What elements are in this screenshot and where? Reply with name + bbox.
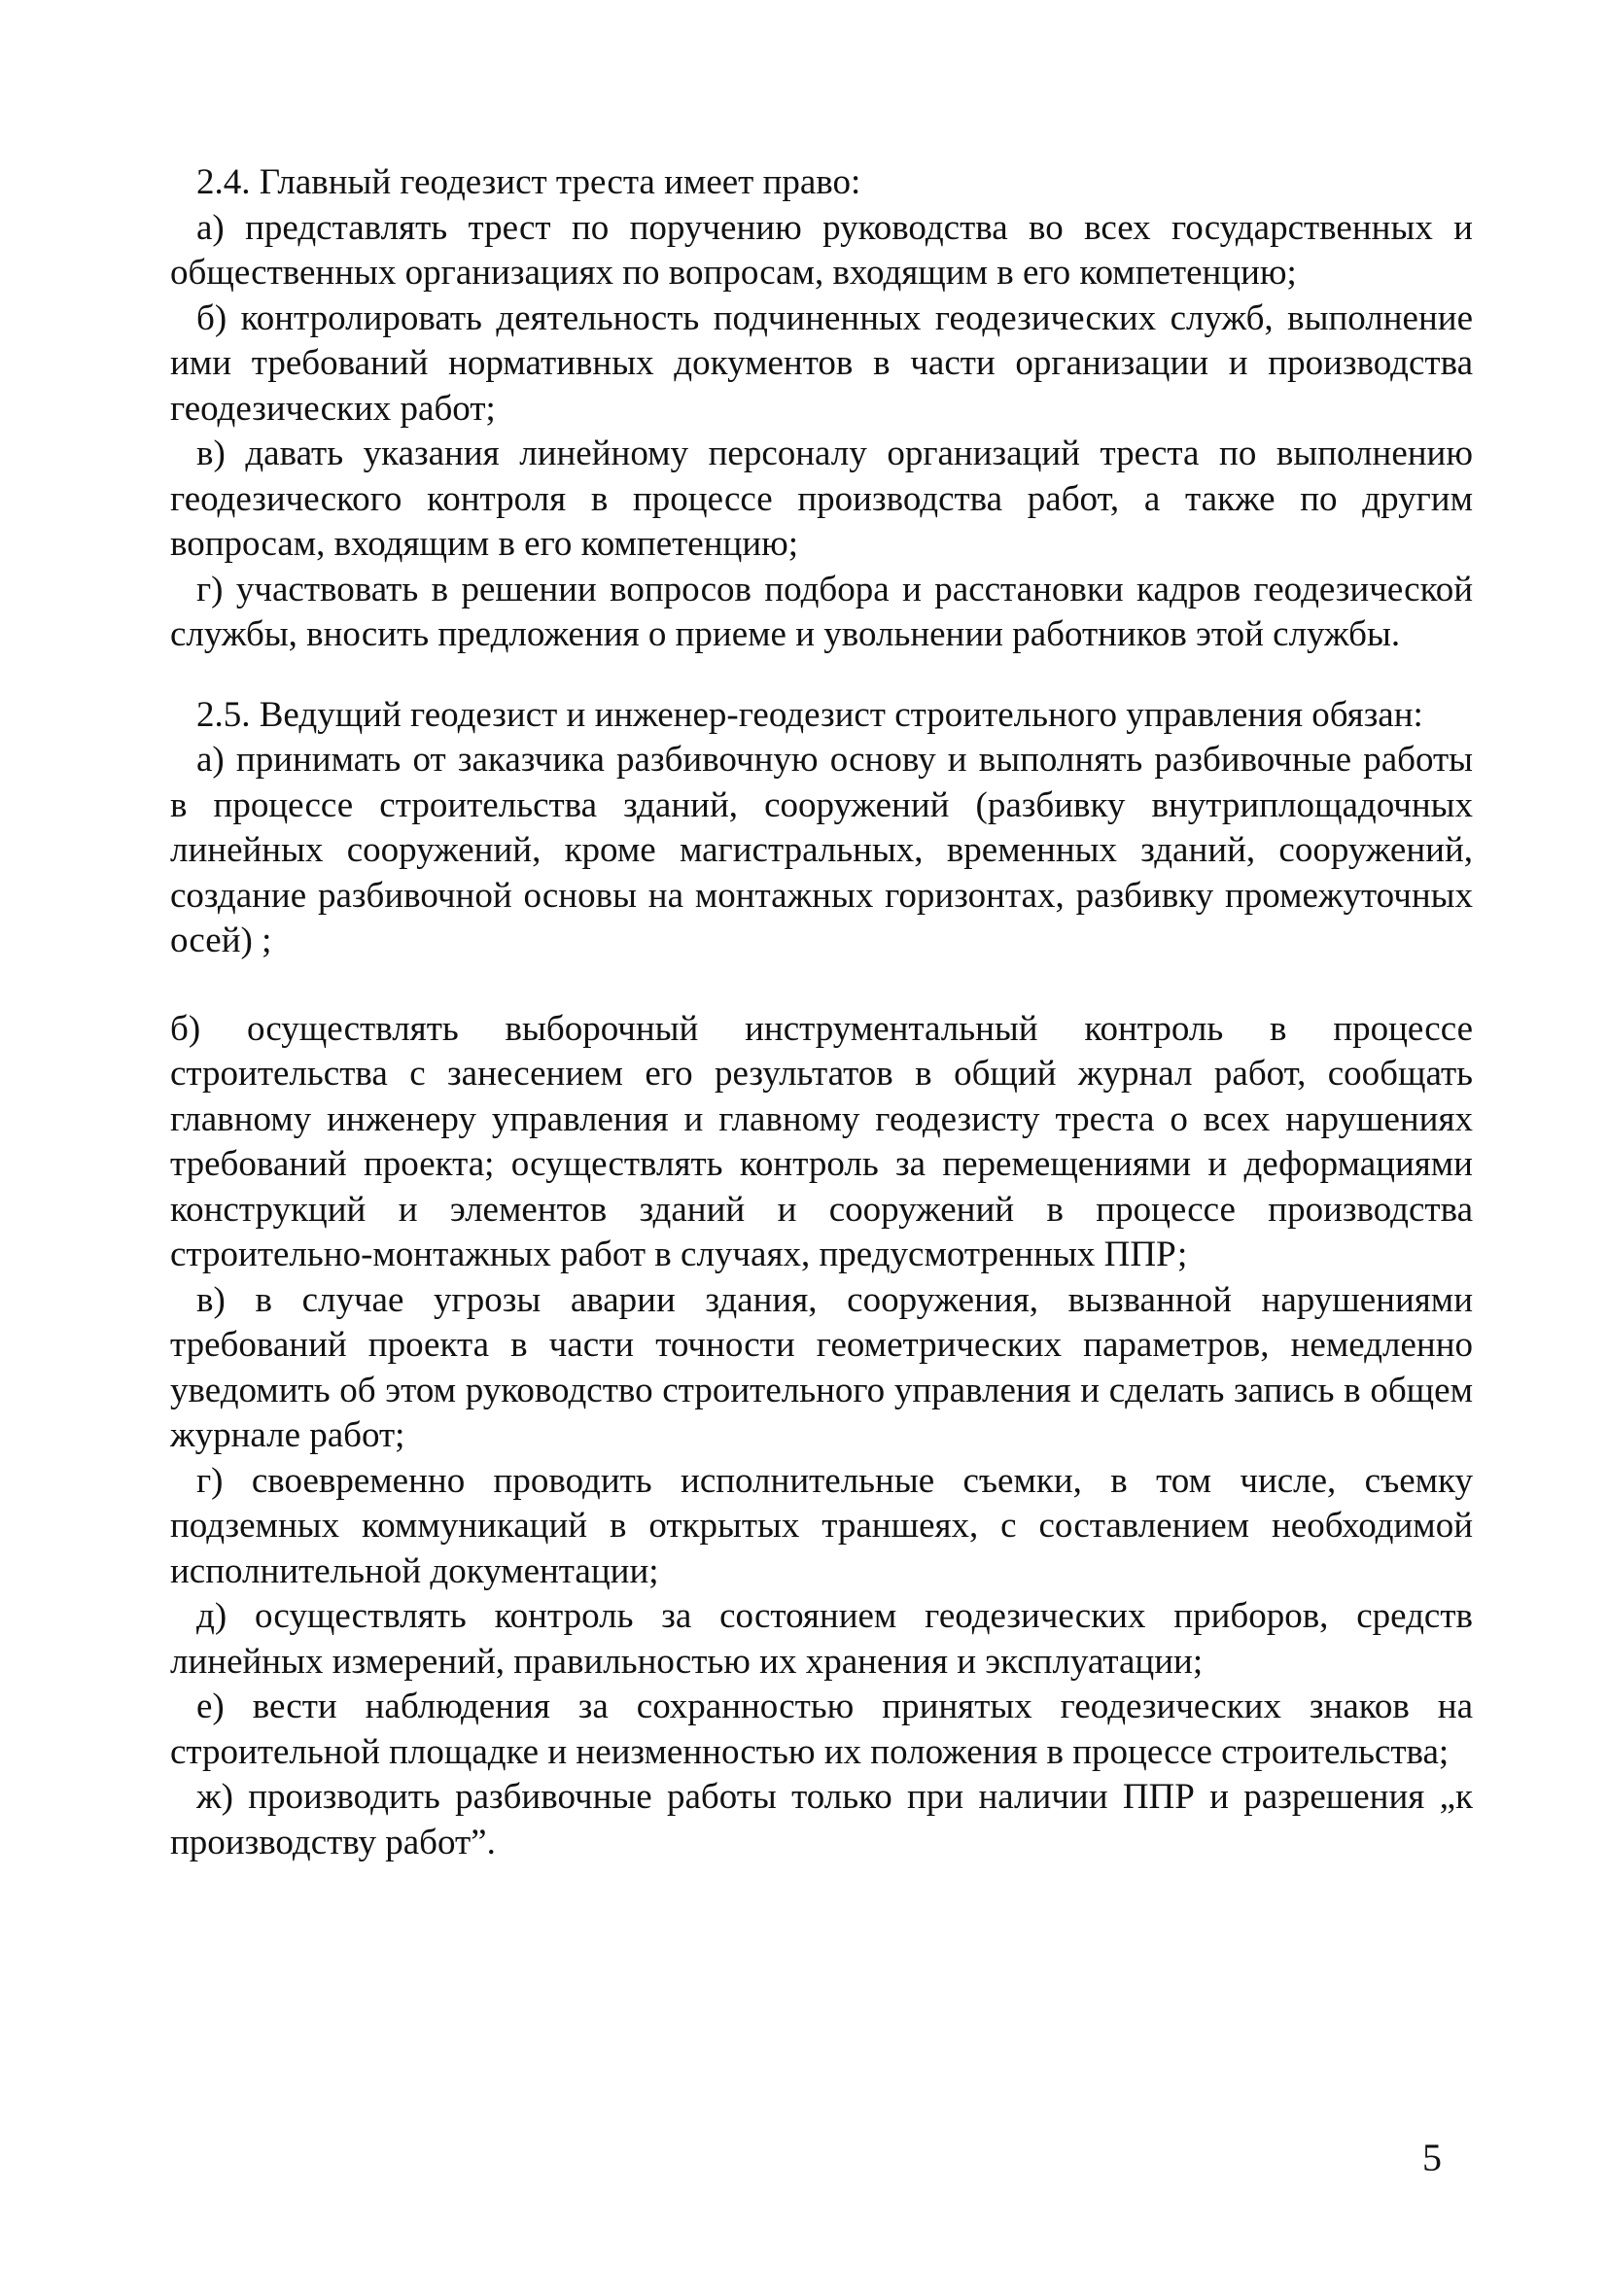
document-page — [170, 160, 1473, 1865]
section-2-4-item-v: в) давать указания линейному персоналу организаций треста по выполнению геодезического контроля в процессе производства работ, а также по другим вопросам, входящим в его компетенцию; — [170, 434, 1473, 564]
section-2-5 — [170, 693, 1473, 1866]
page-number: 5 — [1422, 2136, 1442, 2179]
section-2-5-item-e: е) вести наблюдения за сохранностью принятых геодезических знаков на строительной площадке и неизменностью их положения в процессе строительства; — [170, 1687, 1473, 1772]
section-2-4-item-a: а) представлять трест по поручению руководства во всех государственных и общественных организациях по вопросам, входящим в его компетенцию; — [170, 207, 1473, 293]
section-2-5-item-zh: ж) производить разбивочные работы только при наличии ППР и разрешения „к производству работ”. — [170, 1777, 1473, 1862]
section-2-5-item-g: г) своевременно проводить исполнительные съемки, в том числе, съемку подземных коммуникаций в открытых траншеях, с составлением необходимой исполнительной документации; — [170, 1460, 1473, 1591]
section-2-5-item-a: а) принимать от заказчика разбивочную основу и выполнять разбивочные работы в процессе строительства зданий, сооружений (разбивку внутриплощадочных линейных сооружений, кроме магистральных, временных зданий, сооружений, создание разбивочной основы на монтажных горизонтах, разбивку промежуточных осей) ; — [170, 740, 1473, 960]
paragraph-gap — [170, 964, 1473, 1007]
section-2-5-heading: 2.5. Ведущий геодезист и инженер-геодезист строительного управления обязан: — [196, 694, 1423, 735]
section-2-4-heading: 2.4. Главный геодезист треста имеет право: — [196, 162, 861, 202]
section-2-5-item-b: б) осуществлять выборочный инструментальный контроль в процессе строительства с занесением его результатов в общий журнал работ, сообщать главному инженеру управления и главному геодезисту треста о всех нарушениях требований проекта; осуществлять контроль за перемещениями и деформациями конструкций и элементов зданий и сооружений в процессе производства строительно-монтажных работ в случаях, предусмотренных ППР; — [170, 1008, 1473, 1274]
section-2-5-item-v: в) в случае угрозы аварии здания, сооружения, вызванной нарушениями требований проекта в части точности геометрических параметров, немедленно уведомить об этом руководство строительного управления и сделать запись в общем журнале работ; — [170, 1279, 1473, 1455]
section-2-4-item-g: г) участвовать в решении вопросов подбора и расстановки кадров геодезической службы, вносить предложения о приеме и увольнении работников этой службы. — [170, 569, 1473, 654]
section-2-4 — [170, 160, 1473, 658]
section-2-4-item-b: б) контролировать деятельность подчиненных геодезических служб, выполнение ими требований нормативных документов в части организации и производства геодезических работ; — [170, 297, 1473, 429]
section-2-5-item-d: д) осуществлять контроль за состоянием геодезических приборов, средств линейных измерений, правильностью их хранения и эксплуатации; — [170, 1596, 1473, 1682]
